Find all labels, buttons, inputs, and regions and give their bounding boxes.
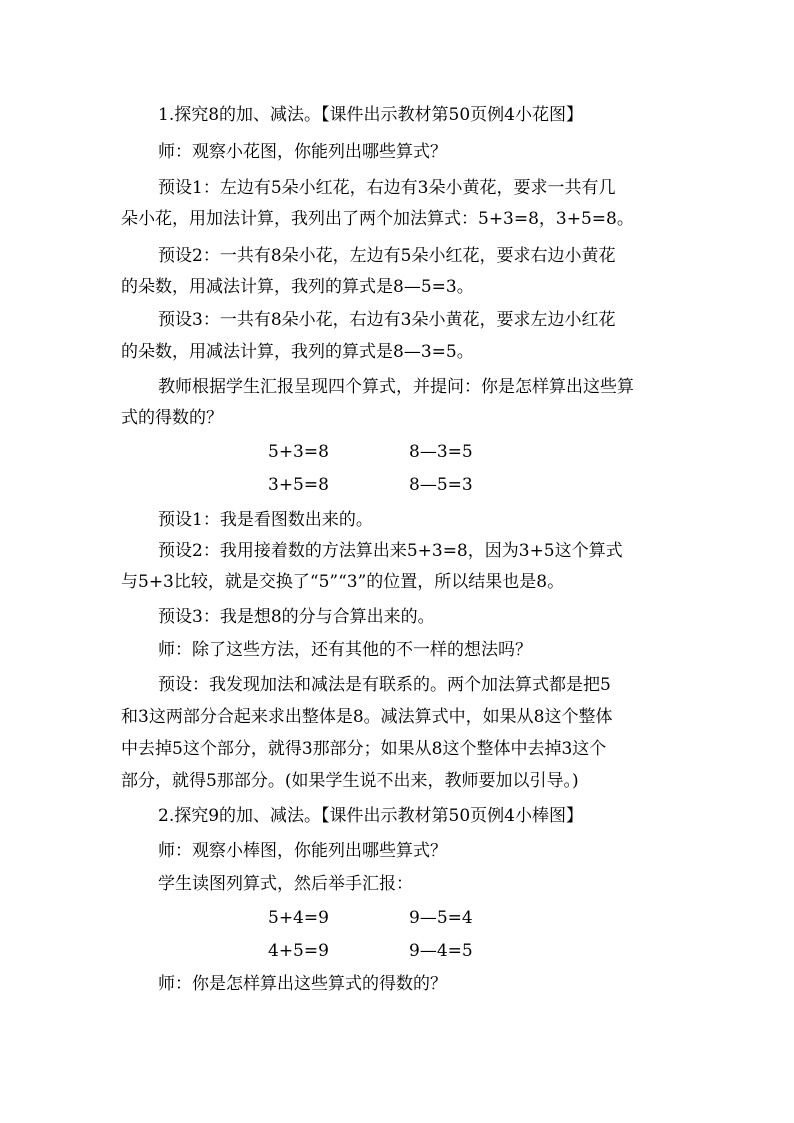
paragraph-line: 部分，就得5那部分。(如果学生说不出来，教师要加以引导。) xyxy=(121,771,579,791)
paragraph-line: 朵小花，用加法计算，我列出了两个加法算式：5+3=8，3+5=8。 xyxy=(121,209,634,229)
equation: 8—5=3 xyxy=(409,475,473,495)
teacher-question: 师：你是怎样算出这些算式的得数的？ xyxy=(158,974,447,994)
paragraph-line: 的朵数，用减法计算，我列的算式是8—5=3。 xyxy=(121,277,474,297)
teacher-question: 师：观察小花图，你能列出哪些算式？ xyxy=(158,142,447,162)
section-heading-9: 2.探究9的加、减法。【课件出示教材第50页例4小棒图】 xyxy=(158,806,583,826)
equation: 3+5=8 xyxy=(268,475,329,495)
paragraph-line: 学生读图列算式，然后举手汇报： xyxy=(158,874,413,894)
teacher-question: 师：观察小棒图，你能列出哪些算式？ xyxy=(158,841,447,861)
paragraph-line: 和3这两部分合起来求出整体是8。减法算式中，如果从8这个整体 xyxy=(121,707,613,727)
equation: 5+4=9 xyxy=(268,908,329,928)
equation: 4+5=9 xyxy=(268,941,329,961)
paragraph-line: 的朵数，用减法计算，我列的算式是8—3=5。 xyxy=(121,342,474,362)
equation: 8—3=5 xyxy=(409,442,473,462)
paragraph-line: 预设：我发现加法和减法是有联系的。两个加法算式都是把5 xyxy=(158,675,611,695)
equation: 9—4=5 xyxy=(409,941,473,961)
paragraph-line: 教师根据学生汇报呈现四个算式，并提问：你是怎样算出这些算 xyxy=(158,377,634,397)
paragraph-line: 预设1：我是看图数出来的。 xyxy=(158,510,373,530)
equation: 5+3=8 xyxy=(268,442,329,462)
paragraph-line: 预设1：左边有5朵小红花，右边有3朵小黄花，要求一共有几 xyxy=(158,178,616,198)
section-heading-8: 1.探究8的加、减法。【课件出示教材第50页例4小花图】 xyxy=(158,105,583,125)
paragraph-line: 式的得数的？ xyxy=(121,408,223,428)
paragraph-line: 中去掉5这个部分，就得3那部分；如果从8这个整体中去掉3这个 xyxy=(121,739,607,759)
equation: 9—5=4 xyxy=(409,908,473,928)
paragraph-line: 师：除了这些方法，还有其他的不一样的想法吗？ xyxy=(158,640,532,660)
paragraph-line: 预设3：一共有8朵小花，右边有3朵小黄花，要求左边小红花 xyxy=(158,310,616,330)
paragraph-line: 预设2：一共有8朵小花，左边有5朵小红花，要求右边小黄花 xyxy=(158,246,616,266)
paragraph-line: 预设3：我是想8的分与合算出来的。 xyxy=(158,607,435,627)
paragraph-line: 预设2：我用接着数的方法算出来5+3=8，因为3+5这个算式 xyxy=(158,541,623,561)
paragraph-line: 与5+3比较，就是交换了“5”“3”的位置，所以结果也是8。 xyxy=(121,572,565,592)
